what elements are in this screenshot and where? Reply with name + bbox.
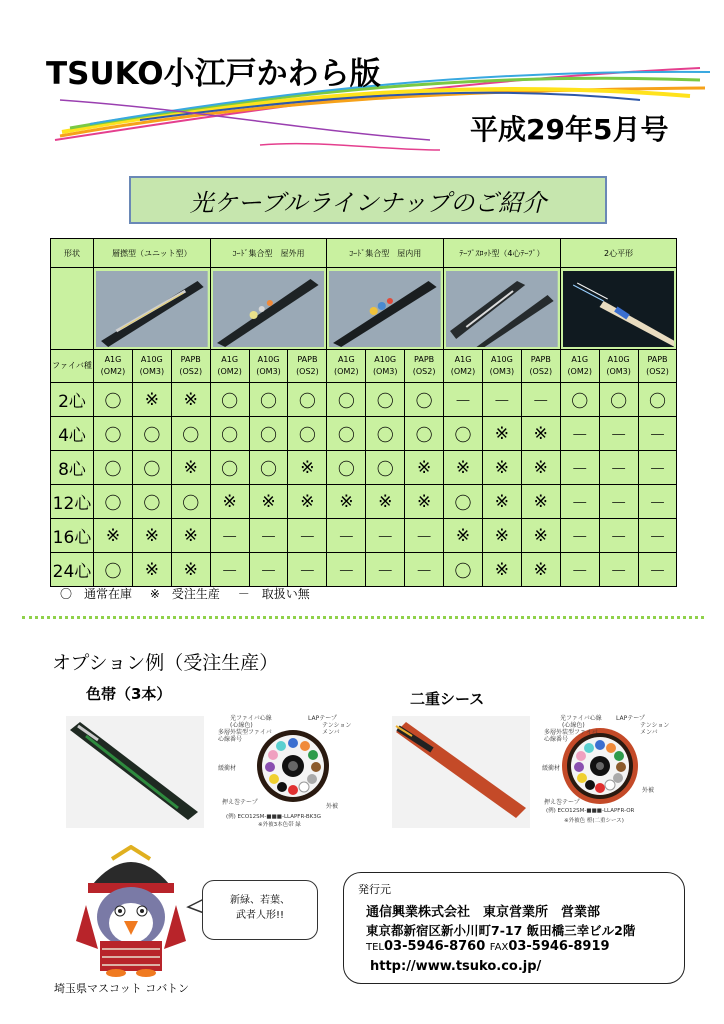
availability-cell: － (327, 553, 366, 587)
availability-cell: ※ (94, 519, 133, 553)
core-count-label: 12心 (51, 485, 94, 519)
availability-cell: － (405, 519, 444, 553)
fiber-type-cell (560, 350, 599, 383)
availability-cell: － (599, 417, 638, 451)
fiber-standard: (OM2) (334, 367, 359, 376)
fax-number: 03-5946-8919 (508, 939, 610, 954)
fiber-standard: (OS2) (179, 367, 203, 376)
availability-cell: 〇 (638, 383, 677, 417)
availability-cell: － (444, 383, 483, 417)
diagram-label: LAPテープ (616, 715, 645, 722)
fiber-type-cell (638, 350, 677, 383)
fiber-grade: A1G (221, 355, 239, 364)
availability-cell: ※ (521, 519, 560, 553)
core-count-label: 2心 (51, 383, 94, 417)
diagram-label: ※外被3本色帯 緑 (258, 822, 301, 828)
fiber-standard: (OM3) (139, 367, 165, 376)
availability-cell: 〇 (288, 417, 327, 451)
options-heading: オプション例（受注生産） (52, 652, 279, 674)
fiber-grade: A10G (607, 355, 630, 364)
fiber-grade: PAPB (180, 355, 201, 364)
diagram-label: 外被 (326, 803, 339, 810)
availability-cell: － (249, 553, 288, 587)
group-header: 2心平形 (560, 239, 677, 268)
layer-stranded-cable-photo (96, 271, 208, 347)
newsletter-title: TSUKO小江戸かわら版 (46, 56, 381, 92)
availability-cell: 〇 (327, 451, 366, 485)
core-count-label: 8心 (51, 451, 94, 485)
fiber-grade: PAPB (530, 355, 551, 364)
diagram-label: LAPテープ (308, 715, 337, 722)
availability-cell: 〇 (249, 417, 288, 451)
availability-cell: ※ (327, 485, 366, 519)
availability-cell: － (210, 553, 249, 587)
availability-cell: 〇 (132, 417, 171, 451)
legend-none: － 取扱い無 (237, 587, 310, 601)
availability-cell: － (560, 417, 599, 451)
availability-cell: 〇 (94, 553, 133, 587)
group-header: 層撚型（ユニット型） (94, 239, 211, 268)
fiber-type-row (51, 350, 677, 383)
fiber-standard: (OM2) (217, 367, 242, 376)
diagram-label: 押え巻テープ (222, 799, 258, 806)
publisher-phone-fax (366, 939, 610, 954)
section-divider (22, 616, 704, 619)
publisher-company: 通信興業株式会社 東京営業所 営業部 (366, 905, 601, 920)
speech-line: 新緑、若葉、 (230, 895, 290, 906)
availability-cell: ※ (521, 417, 560, 451)
fiber-standard: (OM3) (489, 367, 515, 376)
diagram-label: ※外被色 橙(二重シース) (564, 818, 624, 824)
table-row (51, 451, 677, 485)
availability-cell: － (560, 485, 599, 519)
availability-cell: 〇 (171, 417, 210, 451)
group-header: ｺｰﾄﾞ集合型 屋内用 (327, 239, 444, 268)
fiber-standard: (OM2) (567, 367, 592, 376)
fiber-type-cell (288, 350, 327, 383)
mascot-caption: 埼玉県マスコット コバトン (54, 982, 190, 995)
availability-cell: － (560, 451, 599, 485)
fiber-type-cell (327, 350, 366, 383)
diagram-label: メンバ (322, 729, 340, 736)
fiber-grade: A1G (104, 355, 122, 364)
availability-cell: 〇 (366, 417, 405, 451)
availability-cell: ※ (521, 485, 560, 519)
fax-prefix: FAX (489, 942, 509, 953)
availability-cell: － (560, 519, 599, 553)
fiber-type-cell (132, 350, 171, 383)
section-banner (129, 176, 607, 224)
availability-cell: － (599, 519, 638, 553)
legend (60, 585, 324, 602)
table-header-row (51, 239, 677, 268)
availability-cell: ※ (288, 485, 327, 519)
availability-cell: － (599, 485, 638, 519)
availability-cell: ※ (482, 553, 521, 587)
diagram-label: 多層外装型ファイバ (218, 729, 272, 736)
fiber-type-cell (94, 350, 133, 383)
availability-cell: 〇 (288, 383, 327, 417)
group-header: ﾃｰﾌﾟｽﾛｯﾄ型（4心ﾃｰﾌﾟ） (444, 239, 561, 268)
fiber-type-cell (249, 350, 288, 383)
diagram-label: 緩衝材 (218, 765, 237, 772)
availability-cell: 〇 (405, 417, 444, 451)
availability-cell: 〇 (94, 485, 133, 519)
availability-cell: － (638, 485, 677, 519)
availability-cell: ※ (482, 519, 521, 553)
availability-cell: 〇 (94, 383, 133, 417)
fiber-type-cell (366, 350, 405, 383)
banner-text: 光ケーブルラインナップのご紹介 (189, 188, 547, 217)
diagram-label: テンション (322, 722, 352, 729)
availability-cell: － (288, 553, 327, 587)
availability-cell: 〇 (94, 451, 133, 485)
fiber-grade: A10G (374, 355, 397, 364)
cable-photo-cell (210, 268, 327, 350)
fiber-grade: A1G (571, 355, 589, 364)
table-row (51, 485, 677, 519)
fiber-grade: A1G (337, 355, 355, 364)
availability-cell: ※ (482, 451, 521, 485)
diagram-label: 光ファイバ心線 (560, 715, 602, 722)
table-photo-row (51, 268, 677, 350)
diagram-label: (心線色) (562, 722, 585, 729)
cord-outdoor-cable-photo (213, 271, 325, 347)
fiber-type-cell (482, 350, 521, 383)
availability-cell: ※ (171, 553, 210, 587)
publisher-url-link[interactable]: http://www.tsuko.co.jp/ (370, 959, 542, 974)
tape-slot-cable-photo (446, 271, 558, 347)
fiber-type-label: ファイバ種 (51, 350, 94, 383)
diagram-label: メンバ (640, 729, 658, 736)
flat-2-core-cable-photo (563, 271, 675, 347)
availability-cell: － (210, 519, 249, 553)
availability-cell: 〇 (327, 383, 366, 417)
fiber-grade: A10G (490, 355, 513, 364)
fiber-standard: (OS2) (646, 367, 669, 376)
availability-cell: 〇 (249, 383, 288, 417)
double-sheath-cross-section-diagram (540, 712, 690, 830)
availability-cell: 〇 (132, 451, 171, 485)
diagram-label: 押え巻テープ (544, 799, 580, 806)
legend-order: ※ 受注生産 (149, 587, 220, 601)
table-row (51, 417, 677, 451)
fiber-standard: (OS2) (296, 367, 319, 376)
availability-cell: ※ (288, 451, 327, 485)
availability-cell: － (366, 553, 405, 587)
availability-cell: ※ (482, 417, 521, 451)
availability-cell: － (482, 383, 521, 417)
tel-prefix: TEL (366, 942, 384, 953)
speech-line: 武者人形!! (235, 910, 285, 921)
availability-cell: ※ (366, 485, 405, 519)
cord-indoor-cable-photo (329, 271, 441, 347)
diagram-label: 心線番号 (544, 736, 569, 743)
publisher-label: 発行元 (358, 883, 391, 896)
table-row (51, 519, 677, 553)
publisher-address: 東京都新宿区新小川町7-17 飯田橋三幸ビル2階 (366, 923, 636, 938)
issue-date: 平成29年5月号 (470, 113, 669, 146)
availability-cell: － (638, 451, 677, 485)
fiber-standard: (OM3) (256, 367, 281, 376)
core-count-label: 16心 (51, 519, 94, 553)
table-row (51, 553, 677, 587)
availability-cell: 〇 (366, 383, 405, 417)
availability-cell: ※ (444, 451, 483, 485)
fiber-type-cell (405, 350, 444, 383)
fiber-standard: (OM2) (100, 367, 126, 376)
availability-cell: － (249, 519, 288, 553)
availability-cell: － (366, 519, 405, 553)
fiber-type-cell (210, 350, 249, 383)
availability-cell: 〇 (171, 485, 210, 519)
cable-photo-cell (94, 268, 211, 350)
color-band-cable-photo (66, 716, 204, 828)
option-color-band-title: 色帯（3本） (86, 685, 172, 703)
table-row (51, 383, 677, 417)
availability-cell: ※ (405, 451, 444, 485)
fiber-standard: (OM3) (372, 367, 398, 376)
fiber-standard: (OM2) (450, 367, 476, 376)
diagram-label: 光ファイバ心線 (230, 715, 272, 722)
diagram-label: 心線番号 (218, 736, 243, 743)
availability-cell: 〇 (210, 383, 249, 417)
availability-cell: 〇 (560, 383, 599, 417)
diagram-label: 緩衝材 (542, 765, 561, 772)
availability-cell: 〇 (444, 417, 483, 451)
availability-cell: 〇 (210, 451, 249, 485)
availability-cell: ※ (482, 485, 521, 519)
fiber-grade: PAPB (297, 355, 318, 364)
availability-cell: － (560, 553, 599, 587)
diagram-label: 多層外装型ファイバ (544, 729, 598, 736)
publisher-box (343, 872, 685, 984)
diagram-label: テンション (640, 722, 670, 729)
double-sheath-cable-photo (392, 716, 530, 828)
availability-cell: ※ (132, 553, 171, 587)
fiber-grade: A10G (140, 355, 163, 364)
fiber-grade: A1G (454, 355, 472, 364)
availability-cell: － (327, 519, 366, 553)
cable-photo-cell (560, 268, 677, 350)
corner-label: 形状 (51, 239, 94, 268)
availability-cell: 〇 (132, 485, 171, 519)
fiber-standard: (OS2) (412, 367, 436, 376)
availability-cell: － (288, 519, 327, 553)
availability-cell: 〇 (94, 417, 133, 451)
fiber-grade: A10G (257, 355, 280, 364)
fiber-type-cell (521, 350, 560, 383)
availability-cell: ※ (249, 485, 288, 519)
availability-cell: ※ (171, 383, 210, 417)
availability-cell: ※ (132, 383, 171, 417)
availability-cell: ※ (171, 451, 210, 485)
availability-cell: ※ (521, 553, 560, 587)
availability-cell: ※ (405, 485, 444, 519)
availability-cell: － (638, 519, 677, 553)
fiber-standard: (OS2) (529, 367, 553, 376)
cable-photo-cell (327, 268, 444, 350)
availability-cell: ※ (444, 519, 483, 553)
availability-cell: － (599, 451, 638, 485)
availability-cell: 〇 (366, 451, 405, 485)
core-count-label: 4心 (51, 417, 94, 451)
fiber-grade: PAPB (647, 355, 668, 364)
fiber-standard: (OM3) (606, 367, 631, 376)
availability-cell: 〇 (249, 451, 288, 485)
diagram-label: (例) ECO12SM-■■■-LLAPFR-OR (546, 808, 635, 814)
availability-cell: － (405, 553, 444, 587)
speech-bubble (202, 880, 318, 940)
availability-cell: 〇 (327, 417, 366, 451)
cable-lineup-table (50, 238, 677, 587)
availability-cell: ※ (210, 485, 249, 519)
availability-cell: － (638, 553, 677, 587)
fiber-type-cell (444, 350, 483, 383)
kobaton-mascot-illustration (72, 845, 190, 977)
availability-cell: － (521, 383, 560, 417)
availability-cell: 〇 (210, 417, 249, 451)
fiber-type-cell (171, 350, 210, 383)
diagram-label: (例) ECO12SM-■■■-LLAPFR-BK3G (226, 814, 322, 820)
tel-number: 03-5946-8760 (384, 939, 486, 954)
option-double-sheath-title: 二重シース (410, 690, 485, 708)
availability-cell: ※ (521, 451, 560, 485)
availability-cell: 〇 (405, 383, 444, 417)
group-header: ｺｰﾄﾞ集合型 屋外用 (210, 239, 327, 268)
availability-cell: ※ (132, 519, 171, 553)
diagram-label: 外被 (642, 787, 655, 794)
availability-cell: － (599, 553, 638, 587)
color-band-cross-section-diagram (218, 712, 368, 830)
cable-photo-cell (444, 268, 561, 350)
fiber-type-cell (599, 350, 638, 383)
availability-cell: 〇 (599, 383, 638, 417)
legend-stock: 〇 通常在庫 (60, 587, 133, 601)
fiber-grade: PAPB (414, 355, 435, 364)
availability-cell: － (638, 417, 677, 451)
diagram-label: (心線色) (230, 722, 253, 729)
availability-cell: ※ (171, 519, 210, 553)
availability-cell: 〇 (444, 485, 483, 519)
availability-cell: 〇 (444, 553, 483, 587)
core-count-label: 24心 (51, 553, 94, 587)
